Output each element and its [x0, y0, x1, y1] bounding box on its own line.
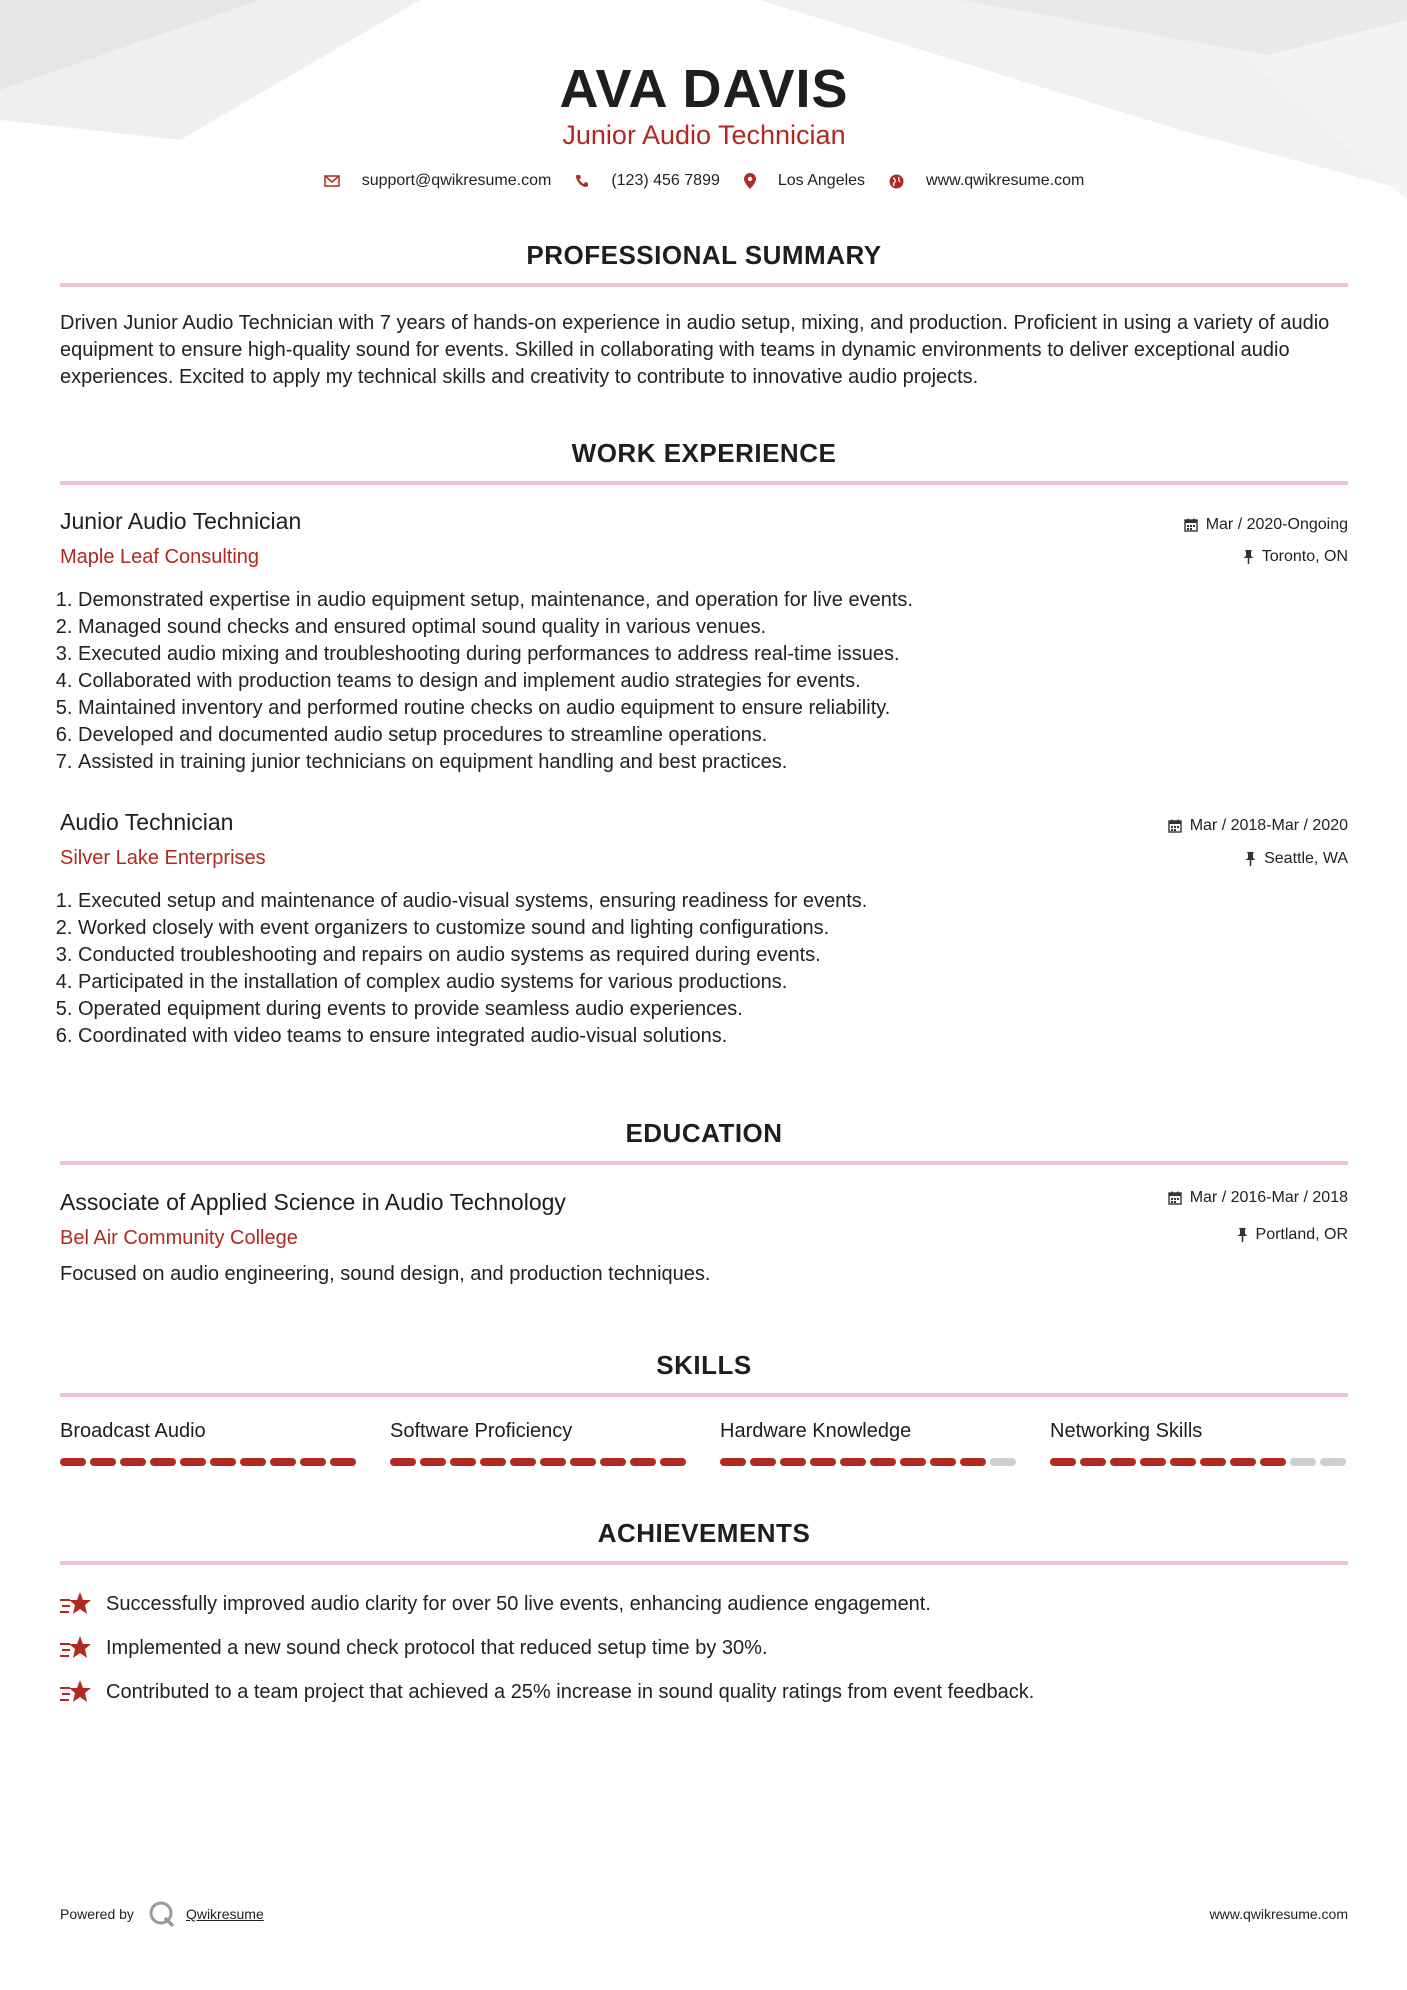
- contact-email[interactable]: [324, 172, 552, 190]
- globe-icon: [889, 174, 904, 189]
- education-dates: [1168, 1189, 1348, 1207]
- achievement-text: Implemented a new sound check protocol that reduced setup time by 30%.: [106, 1636, 768, 1659]
- list-item: 2. Worked closely with event organizers to customize sound and lighting configurations.: [78, 915, 1328, 942]
- skill-segment-filled: [450, 1458, 476, 1466]
- skill-name: Software Proficiency: [390, 1420, 573, 1442]
- job-location: [1245, 850, 1348, 868]
- list-item: 5. Maintained inventory and performed routine checks on audio equipment to ensure reliability.: [78, 695, 1328, 722]
- candidate-title: Junior Audio Technician: [562, 120, 846, 150]
- section-divider: [60, 1393, 1348, 1397]
- skill-segment-filled: [510, 1458, 536, 1466]
- skill-segment-filled: [630, 1458, 656, 1466]
- list-item: 4. Participated in the installation of complex audio systems for various productions.: [78, 969, 1328, 996]
- section-title-skills: SKILLS: [656, 1350, 752, 1380]
- job-title: Audio Technician: [60, 809, 234, 835]
- phone-icon: [575, 174, 589, 188]
- skill-segment-filled: [870, 1458, 896, 1466]
- list-item: 3. Executed audio mixing and troubleshooting during performances to address real-time issues.: [78, 641, 1328, 668]
- skill-segment-filled: [390, 1458, 416, 1466]
- skill-segment-filled: [1110, 1458, 1136, 1466]
- list-item: 7. Assisted in training junior technicians on equipment handling and best practices.: [78, 749, 1328, 776]
- section-divider: [60, 1161, 1348, 1165]
- skill-segment-filled: [720, 1458, 746, 1466]
- education-school: Bel Air Community College: [60, 1227, 298, 1249]
- job-responsibilities: [60, 888, 1328, 1050]
- job-dates: [1168, 817, 1348, 835]
- candidate-name: AVA DAVIS: [559, 59, 849, 119]
- skill-segment-empty: [1320, 1458, 1346, 1466]
- contact-bar: [60, 172, 1348, 190]
- skill-segment-filled: [330, 1458, 356, 1466]
- skill-segment-filled: [270, 1458, 296, 1466]
- list-item: 4. Collaborated with production teams to design and implement audio strategies for events.: [78, 668, 1328, 695]
- list-item: 6. Developed and documented audio setup procedures to streamline operations.: [78, 722, 1328, 749]
- skill-segment-filled: [540, 1458, 566, 1466]
- calendar-icon: [1184, 518, 1198, 532]
- skill-segment-filled: [180, 1458, 206, 1466]
- skill-segment-filled: [60, 1458, 86, 1466]
- skill-item: [720, 1420, 1020, 1466]
- skill-segment-filled: [1230, 1458, 1256, 1466]
- pushpin-icon: [1243, 550, 1254, 564]
- skill-item: [390, 1420, 690, 1466]
- skill-name: Hardware Knowledge: [720, 1420, 912, 1442]
- education-degree: Associate of Applied Science in Audio Technology: [60, 1189, 566, 1215]
- section-title-experience: WORK EXPERIENCE: [571, 438, 837, 468]
- list-item: 1. Executed setup and maintenance of audio-visual systems, ensuring readiness for events.: [78, 888, 1328, 915]
- achievement-item: [60, 1590, 931, 1618]
- skill-segment-filled: [840, 1458, 866, 1466]
- contact-website-text: www.qwikresume.com: [926, 172, 1085, 189]
- job-title: Junior Audio Technician: [60, 508, 302, 534]
- qwikresume-logo-icon: [148, 1900, 176, 1928]
- contact-location-text: Los Angeles: [777, 172, 866, 189]
- skill-segment-filled: [810, 1458, 836, 1466]
- contact-location: [744, 172, 865, 190]
- calendar-icon: [1168, 1191, 1182, 1205]
- summary-text: Driven Junior Audio Technician with 7 years of hands-on experience in audio setup, mixing, and production. Proficient in using a variety of audio equipment to ensure high-quality sound for events. Skilled in collaborating with teams in dynamic environments to deliver exceptional audio experiences. Excited to apply my technical skills and creativity to contribute to innovative audio projects.: [60, 312, 1330, 388]
- pushpin-icon: [1245, 852, 1256, 866]
- skill-segment-filled: [90, 1458, 116, 1466]
- list-item: 6. Coordinated with video teams to ensure integrated audio-visual solutions.: [78, 1023, 1328, 1050]
- job-dates-text: Mar / 2020-Ongoing: [1205, 516, 1348, 533]
- contact-phone-text: (123) 456 7899: [611, 172, 720, 189]
- skill-segment-filled: [1080, 1458, 1106, 1466]
- skill-segment-filled: [1260, 1458, 1286, 1466]
- section-divider: [60, 1561, 1348, 1565]
- skill-segment-filled: [900, 1458, 926, 1466]
- job-company: Silver Lake Enterprises: [60, 847, 266, 869]
- skill-segment-filled: [1050, 1458, 1076, 1466]
- achievement-text: Successfully improved audio clarity for over 50 live events, enhancing audience engagement.: [106, 1592, 931, 1615]
- footer-website[interactable]: www.qwikresume.com: [1209, 1906, 1348, 1922]
- pushpin-icon: [1237, 1228, 1248, 1242]
- contact-website[interactable]: [889, 172, 1084, 190]
- section-title-summary: PROFESSIONAL SUMMARY: [526, 240, 882, 270]
- education-location: [1237, 1226, 1348, 1244]
- job-company: Maple Leaf Consulting: [60, 546, 260, 568]
- job-dates: [1184, 516, 1348, 534]
- skill-segment-filled: [210, 1458, 236, 1466]
- education-location-text: Portland, OR: [1255, 1226, 1348, 1243]
- skill-segment-filled: [1200, 1458, 1226, 1466]
- list-item: 2. Managed sound checks and ensured optimal sound quality in various venues.: [78, 614, 1328, 641]
- skill-level-bar: [60, 1458, 360, 1466]
- contact-email-text: support@qwikresume.com: [361, 172, 552, 189]
- footer-powered-by: [60, 1900, 264, 1928]
- list-item: 5. Operated equipment during events to provide seamless audio experiences.: [78, 996, 1328, 1023]
- skill-segment-filled: [660, 1458, 686, 1466]
- skill-segment-filled: [150, 1458, 176, 1466]
- section-title-achievements: ACHIEVEMENTS: [597, 1518, 811, 1548]
- achievement-text: Contributed to a team project that achieved a 25% increase in sound quality ratings from event feedback.: [106, 1680, 1035, 1703]
- job-responsibilities: [60, 587, 1328, 776]
- qwikresume-link[interactable]: Qwikresume: [185, 1906, 264, 1922]
- job-location-text: Toronto, ON: [1261, 548, 1348, 565]
- section-divider: [60, 283, 1348, 287]
- achievement-item: [60, 1634, 768, 1662]
- skill-level-bar: [1050, 1458, 1350, 1466]
- section-divider: [60, 481, 1348, 485]
- section-title-education: EDUCATION: [625, 1118, 783, 1148]
- skill-segment-filled: [420, 1458, 446, 1466]
- skill-segment-filled: [930, 1458, 956, 1466]
- skill-level-bar: [390, 1458, 690, 1466]
- map-pin-icon: [744, 173, 756, 189]
- skill-segment-empty: [990, 1458, 1016, 1466]
- education-description: Focused on audio engineering, sound design, and production techniques.: [60, 1263, 711, 1285]
- skill-name: Networking Skills: [1050, 1420, 1203, 1442]
- skill-segment-filled: [570, 1458, 596, 1466]
- job-location-text: Seattle, WA: [1264, 850, 1348, 867]
- skill-segment-filled: [300, 1458, 326, 1466]
- job-location: [1243, 548, 1348, 566]
- skill-segment-filled: [960, 1458, 986, 1466]
- envelope-icon: [324, 175, 340, 187]
- job-dates-text: Mar / 2018-Mar / 2020: [1189, 817, 1348, 834]
- skill-item: [60, 1420, 360, 1466]
- skill-name: Broadcast Audio: [60, 1420, 206, 1442]
- education-dates-text: Mar / 2016-Mar / 2018: [1189, 1189, 1348, 1206]
- powered-by-label: Powered by: [60, 1906, 134, 1922]
- skill-segment-filled: [750, 1458, 776, 1466]
- shooting-star-icon: [60, 1678, 92, 1706]
- skill-item: [1050, 1420, 1350, 1466]
- shooting-star-icon: [60, 1634, 92, 1662]
- skill-segment-empty: [1290, 1458, 1316, 1466]
- contact-phone[interactable]: [575, 172, 720, 190]
- skill-segment-filled: [1170, 1458, 1196, 1466]
- skill-segment-filled: [780, 1458, 806, 1466]
- skill-segment-filled: [1140, 1458, 1166, 1466]
- skill-segment-filled: [120, 1458, 146, 1466]
- skill-segment-filled: [240, 1458, 266, 1466]
- achievement-item: [60, 1678, 1034, 1706]
- skill-segment-filled: [600, 1458, 626, 1466]
- list-item: 3. Conducted troubleshooting and repairs on audio systems as required during events.: [78, 942, 1328, 969]
- skill-segment-filled: [480, 1458, 506, 1466]
- skill-level-bar: [720, 1458, 1020, 1466]
- list-item: 1. Demonstrated expertise in audio equipment setup, maintenance, and operation for live events.: [78, 587, 1328, 614]
- shooting-star-icon: [60, 1590, 92, 1618]
- calendar-icon: [1168, 819, 1182, 833]
